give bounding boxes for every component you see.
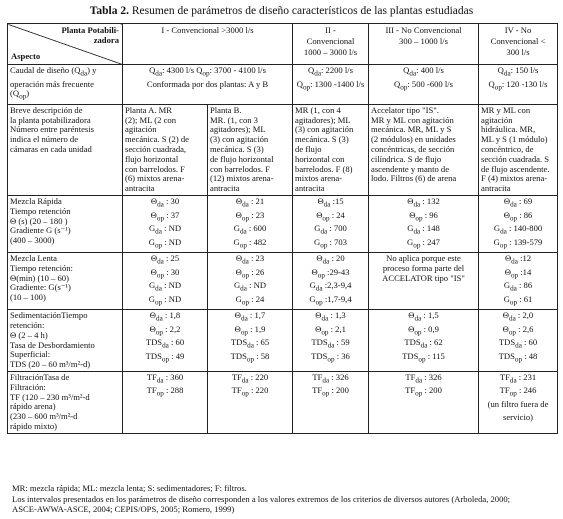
cell-line: antracita [125,183,155,194]
cell-line: (3) con agitación [210,134,269,145]
parameter-value: $G_{da}$ : ND [148,280,182,293]
header-plant-label: Planta Potabili- zadora [61,25,119,45]
caption-text: Resumen de parámetros de diseño característicos de las plantas estudiadas [131,5,474,17]
cell-line: con barrelodos. F [125,163,185,174]
cell-line: mecánica. S (3) [210,144,264,155]
row-sedimentacion [8,310,558,372]
parameter-value: $TDS_{da}$ : 62 [404,337,443,350]
parameter-value: $\Theta_{da}$ : 21 [235,196,265,209]
cell-line: FiltraciónTasa de [10,371,70,382]
cell-line: ACCELATOR tipo "IS" [382,272,465,283]
cell-line: agitación [481,114,513,125]
parameter-value: $G_{op}$ : 247 [407,236,440,250]
cell-line: de flujo ascendente. [481,163,550,174]
cell-line: agitadores); ML [295,114,351,125]
parameter-value: $\Theta_{op}$ : 24 [316,209,345,223]
parameter-value: servicio) [502,412,534,423]
cell-line: mecánica. MR, ML y S [371,124,452,135]
parameter-value: $G_{da}$ : 700 [314,223,347,236]
row-label-filtracion [8,371,123,433]
row-label-mezcla-lenta [8,253,123,310]
cell-filtracion-col3 [369,371,479,433]
cell-line: mixtos arena- [295,173,343,184]
header-col-noconv-300: IV - No Convencional < 300 l/s [479,24,558,65]
parameter-value: $G_{da}$ : 86 [503,280,533,293]
cell-line: rápido arena) [10,401,56,412]
cell-line: MR y ML con agitación [371,114,454,125]
parameter-value: $TF_{op}$ : 246 [499,385,537,399]
cell-breve-planta-b [208,104,293,195]
header-corner-cell [8,24,123,65]
cell-line: Θ (2 – 4 h) [10,329,48,340]
cell-mezcla-rapida-a [123,196,208,253]
cell-line: Planta A. MR [125,104,173,115]
cell-line: concéntricas, de sección [371,144,455,155]
cell-line: mecánica. S (2) de [125,134,189,145]
cell-line: (3) con agitación [295,124,354,135]
parameter-value: $\Theta_{da}$ : 1,5 [408,310,439,323]
cell-line: Filtración: [10,381,46,392]
cell-filtracion-a [123,371,208,433]
table-caption [0,5,563,18]
parameter-value: $TF_{op}$ : 220 [231,385,269,399]
row-breve [8,104,558,195]
parameter-value: $\Theta_{op}$ : 96 [409,209,438,223]
row-filtracion [8,371,558,433]
cell-line: Θ (s) (20 – 180 ) [10,215,68,226]
parameter-value: $TDS_{op}$ : 58 [230,350,270,364]
cell-line: Planta B. [210,104,242,115]
row-mezcla-lenta [8,253,558,310]
cell-line: Tasa de Desbordamiento [10,339,95,350]
cell-line: flujo horizontal [125,153,179,164]
parameter-value: $\Theta_{da}$ : 132 [407,196,440,209]
cell-filtracion-col4 [479,371,558,433]
parameter-value: $TF_{op}$ : 200 [405,385,442,399]
cell-line: Gradiente G (s⁻¹) [10,225,71,236]
cell-line: hidráulica. MR, [481,124,536,135]
parameters-table [7,23,558,434]
parameter-value: $\Theta_{op}$ : 1,9 [234,323,266,337]
parameter-value: $\Theta_{op}$ : 2,2 [149,323,181,337]
parameter-value: $TF_{da}$ : 326 [405,371,442,385]
row-label-breve [8,104,123,195]
parameter-value: $G_{op}$ : 703 [314,236,347,250]
header-row [8,24,558,65]
row-label-mezcla-rapida [8,196,123,253]
cell-line: sección cuadrada. S [481,153,550,164]
parameter-value: $\Theta_{da}$ : 69 [503,196,533,209]
cell-line: ML y S (1 módulo) [481,134,548,145]
cell-line: de flujo horizontal [210,153,274,164]
cell-line: sección cuadrada, [125,144,187,155]
parameter-value: $\Theta_{op}$ : 2,1 [315,323,346,337]
parameter-value: (un filtro fuera de [487,398,549,409]
cell-line: cámaras en cada unidad [10,144,92,155]
cell-line: TDS (20 – 60 m³/m²-d) [10,359,91,370]
cell-line: concéntrico, de [481,144,534,155]
parameter-value: $TDS_{da}$ : 65 [230,337,270,350]
cell-sedimentacion-col4 [479,310,558,372]
parameter-value: $G_{op}$ : 61 [503,293,533,307]
cell-mezcla-rapida-col3 [369,196,479,253]
parameter-value: $TF_{op}$ : 200 [312,385,349,399]
parameter-value: $TDS_{op}$ : 49 [145,350,185,364]
parameter-value: $\Theta_{da}$ :15 [317,196,344,209]
cell-line: (400 – 3000) [10,235,55,246]
cell-line: lodo. Filtros (6) de arena [371,173,457,184]
cell-line: MR y ML con [481,104,531,115]
cell-caudal-col2: $Q_{da}$: 2200 l/s $Q_{op}$: 1300 -1400 l/s [293,65,369,105]
parameter-value: $\Theta_{da}$ : 1,7 [234,310,266,323]
cell-line: de flujo [295,144,322,155]
cell-filtracion-b [208,371,293,433]
cell-line: agitación [125,124,157,135]
parameter-value: $\Theta_{op}$ : 2,6 [502,323,534,337]
parameter-value: $G_{da}$ : ND [148,223,182,236]
cell-mezcla-lenta-col3 [369,253,479,310]
parameter-value: $TF_{da}$ : 231 [499,371,537,385]
parameter-value: $TF_{da}$ : 360 [146,371,184,385]
cell-line: No aplica porque este [386,253,461,264]
cell-filtracion-col2 [293,371,369,433]
parameter-value: $TDS_{op}$ : 48 [498,350,538,364]
parameter-value: $TDS_{op}$ : 115 [402,350,445,364]
cell-mezcla-lenta-col4 [479,253,558,310]
row-caudal [8,65,558,105]
cell-line: Gradiente: G(s⁻¹) [10,282,71,293]
parameter-value: $\Theta_{op}$ : 37 [150,209,180,223]
cell-line: Accelator tipo "IS". [371,104,439,115]
cell-line: indica el número de [10,134,79,145]
parameter-value: $\Theta_{da}$ : 2,0 [502,310,534,323]
cell-line: (10 – 100) [10,292,46,303]
cell-caudal-col3: $Q_{da}$: 400 l/s $Q_{op}$: 500 -600 l/s [369,65,479,105]
parameter-value: $TDS_{da}$ : 59 [311,337,350,350]
cell-line: F (4) mixtos arena- [481,173,548,184]
cell-line: TF (120 – 230 m³/m²-d [10,391,90,402]
cell-line: antracita [481,183,511,194]
parameter-value: $\Theta_{op}$ :14 [504,266,532,280]
cell-line: MR. (1, con 3 [210,114,258,125]
cell-line: (12) mixtos arena- [210,173,274,184]
parameter-value: $\Theta_{op}$ : 86 [503,209,533,223]
cell-line: cilíndrica. S de flujo [371,153,442,164]
parameter-value: $G_{da}$ :2,3-9,4 [309,280,352,293]
row-mezcla-rapida [8,196,558,253]
cell-line: Breve descripción de [10,104,83,115]
cell-line: retención: [10,319,45,330]
cell-mezcla-lenta-b [208,253,293,310]
cell-line: Superficial: [10,349,51,360]
parameter-value: $TF_{da}$ : 326 [312,371,349,385]
parameter-value: $\Theta_{da}$ : 30 [150,196,180,209]
parameter-value: $\Theta_{op}$ : 23 [235,209,265,223]
parameter-value: $\Theta_{da}$ : 1,8 [149,310,181,323]
parameter-value: $G_{da}$ : 148 [407,223,440,236]
cell-line: mecánica. S (3) [295,134,349,145]
parameter-value: $\Theta_{op}$ :29-43 [311,266,350,280]
header-col-noconv-300-1000: III - No Convencional 300 – 1000 l/s [369,24,479,65]
parameter-value: $G_{da}$ : 140-800 [493,223,543,236]
header-col-conv-1000-3000: II - Convencional 1000 – 3000 l/s [293,24,369,65]
cell-line: proceso forma parte del [382,262,465,273]
parameter-value: $G_{op}$ : ND [148,293,182,307]
parameter-value: $G_{op}$ :1,7-9,4 [309,293,352,307]
parameter-value: $\Theta_{da}$ : 1,3 [315,310,346,323]
cell-line: (6) mixtos arena- [125,173,185,184]
cell-sedimentacion-a [123,310,208,372]
parameter-value: $TDS_{da}$ : 60 [498,337,538,350]
cell-line: Tiempo retención [10,205,71,216]
cell-breve-col4 [479,104,558,195]
cell-sedimentacion-col3 [369,310,479,372]
cell-caudal-col4: $Q_{da}$: 150 l/s $Q_{op}$: 120 -130 l/s [479,65,558,105]
cell-line: (2 módulos) en unidades [371,134,456,145]
parameter-value: $\Theta_{op}$ : 0,9 [408,323,439,337]
cell-line: barrelodos. F (8) [295,163,353,174]
parameter-value: $TDS_{da}$ : 60 [145,337,185,350]
cell-line: antracita [210,183,240,194]
cell-breve-col2 [293,104,369,195]
header-aspect-label: Aspecto [11,51,41,62]
cell-line: Mezcla Lenta [10,253,57,264]
parameter-value: $G_{op}$ : 139-579 [493,236,543,250]
note-abbreviations: MR: mezcla rápida; ML: mezcla lenta; S: sedimentadores; F: filtros. [12,483,247,493]
cell-breve-planta-a [123,104,208,195]
row-label-sedimentacion [8,310,123,372]
parameter-value: $\Theta_{da}$ : 25 [150,253,180,266]
cell-line: Mezcla Rápida [10,196,62,206]
parameter-value: $G_{op}$ : 482 [233,236,267,250]
cell-line: Θ(min) (10 – 60) [10,272,69,283]
cell-line: SedimentaciónTiempo [10,310,88,321]
parameter-value: $TF_{da}$ : 220 [231,371,269,385]
cell-line: ascendente y manto de [371,163,450,174]
parameter-value: $\Theta_{op}$ : 30 [150,266,180,280]
cell-line: Número entre paréntesis [10,124,94,135]
cell-mezcla-lenta-col2 [293,253,369,310]
cell-breve-col3 [369,104,479,195]
cell-line: la planta potabilizadora [10,114,91,125]
cell-mezcla-rapida-col2 [293,196,369,253]
parameter-value: $\Theta_{da}$ :12 [504,253,532,266]
caption-label: Tabla 2. [89,5,129,17]
table-notes [12,483,557,515]
cell-line: rápido mixto) [10,420,58,431]
parameter-value: $\Theta_{op}$ : 26 [235,266,265,280]
parameter-value: $G_{da}$ : 600 [233,223,267,236]
parameter-value: $TF_{op}$ : 288 [146,385,184,399]
cell-line: antracita [295,183,325,194]
parameter-value: $\Theta_{da}$ : 20 [316,253,345,266]
cell-line: (230 – 600 m³/m²-d [10,411,78,422]
parameter-value: $G_{op}$ : 24 [235,293,265,307]
cell-mezcla-rapida-b [208,196,293,253]
parameter-value: $\Theta_{da}$ : 23 [235,253,265,266]
cell-line: con barrelodos. F [210,163,270,174]
note-intervals: Los intervalos presentados en los parámetros de diseño corresponden a los valores extremos de los criterios de diversos autores (Arboleda, 2000; ASCE-AWWA-ASCE, 2004; CEPIS/OPS, 2005; Romero, 1999) [12,493,511,514]
header-col-conv-3000: I - Convencional >3000 l/s [123,24,293,65]
parameter-value: $TDS_{op}$ : 36 [311,350,350,364]
cell-sedimentacion-col2 [293,310,369,372]
cell-mezcla-lenta-a [123,253,208,310]
cell-caudal-col1: $Q_{da}$: 4300 l/s $Q_{op}$: 3700 - 4100 l/s Conformada por dos plantas: A y B [123,65,293,105]
parameter-value: $G_{da}$ : ND [233,280,267,293]
row-label-caudal: Caudal de diseño $(Q_{da})$ y operación más frecuente $(Q_{op})$ [8,65,123,105]
cell-line: horizontal con [295,153,345,164]
cell-line: Tiempo retención: [10,262,73,273]
cell-mezcla-rapida-col4 [479,196,558,253]
cell-line: (2); ML (2 con [125,114,176,125]
cell-sedimentacion-b [208,310,293,372]
parameter-value: $G_{op}$ : ND [148,236,182,250]
cell-line: MR (1, con 4 [295,104,341,115]
cell-line: agitadores); ML [210,124,266,135]
